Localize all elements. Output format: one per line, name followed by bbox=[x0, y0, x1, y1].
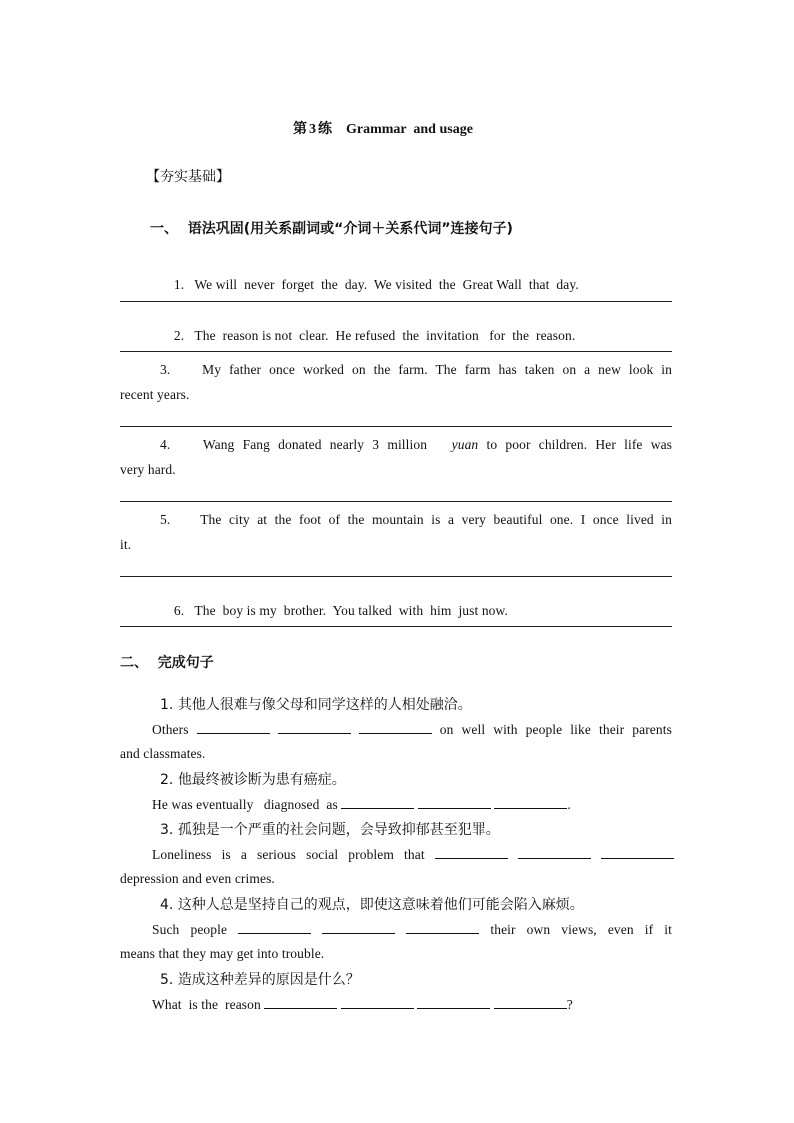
item-number: 3. bbox=[160, 822, 174, 838]
exercise-item-3-line2: recent years. bbox=[120, 387, 190, 402]
answer-line-5[interactable] bbox=[120, 576, 672, 577]
answer-blank[interactable] bbox=[238, 921, 311, 934]
answer-line-4[interactable] bbox=[120, 501, 672, 502]
english-text: Others bbox=[152, 722, 189, 737]
title-english: Grammar and usage bbox=[346, 122, 473, 137]
title-number: 3 bbox=[309, 122, 316, 137]
page-title bbox=[293, 118, 473, 138]
item-number: 1. bbox=[173, 277, 185, 292]
translation-item-3-english-line2: depression and even crimes. bbox=[120, 871, 275, 886]
item-number: 5. bbox=[160, 972, 174, 988]
answer-blank[interactable] bbox=[435, 846, 508, 859]
answer-blank[interactable] bbox=[601, 846, 674, 859]
answer-line-1[interactable] bbox=[120, 301, 672, 302]
exercise-item-5-line1 bbox=[160, 512, 672, 528]
answer-blank[interactable] bbox=[406, 921, 479, 934]
item-text: My father once worked on the farm. The farm has taken on a new look in bbox=[202, 362, 672, 377]
item-number: 5. bbox=[160, 512, 171, 527]
exercise-item-5-line2: it. bbox=[120, 537, 132, 552]
english-text: . bbox=[567, 797, 571, 812]
chinese-sentence: 其他人很难与像父母和同学这样的人相处融洽。 bbox=[177, 697, 472, 713]
translation-item-1-english bbox=[152, 721, 672, 738]
title-suffix: 练 bbox=[318, 122, 332, 137]
chinese-sentence: 这种人总是坚持自己的观点，即使这意味着他们可能会陷入麻烦。 bbox=[177, 897, 584, 913]
answer-blank[interactable] bbox=[278, 721, 351, 734]
english-text: What is the reason bbox=[152, 997, 261, 1012]
item-text: The boy is my brother. You talked with him just now. bbox=[194, 603, 508, 618]
item-text: We will never forget the day. We visited the Great Wall that day. bbox=[194, 277, 579, 292]
section-label: 【夯实基础】 bbox=[146, 169, 230, 185]
answer-blank[interactable] bbox=[322, 921, 395, 934]
translation-item-1-english-line2: and classmates. bbox=[120, 746, 206, 761]
answer-line-2[interactable] bbox=[120, 351, 672, 352]
answer-blank[interactable] bbox=[494, 796, 567, 809]
english-text: on well with people like their parents bbox=[439, 722, 672, 737]
exercise-item-4-line1 bbox=[160, 437, 672, 453]
answer-blank[interactable] bbox=[359, 721, 432, 734]
chinese-sentence: 造成这种差异的原因是什么？ bbox=[177, 972, 360, 988]
item-number: 1. bbox=[160, 697, 174, 713]
item-number: 4. bbox=[160, 897, 174, 913]
answer-blank[interactable] bbox=[341, 796, 414, 809]
exercise-item-4-line2: very hard. bbox=[120, 462, 176, 477]
item-text: The city at the foot of the mountain is a very beautiful one. I once lived in bbox=[200, 512, 673, 527]
item-text-italic: yuan bbox=[451, 437, 479, 452]
translation-item-1-chinese bbox=[160, 694, 472, 714]
answer-line-6[interactable] bbox=[120, 626, 672, 627]
answer-blank[interactable] bbox=[418, 796, 491, 809]
part2-heading: 二、 完成句子 bbox=[120, 655, 214, 671]
translation-item-3-chinese bbox=[160, 819, 500, 839]
item-number: 3. bbox=[160, 362, 171, 377]
chinese-sentence: 他最终被诊断为患有癌症。 bbox=[177, 772, 346, 788]
translation-item-3-english bbox=[152, 846, 674, 863]
exercise-item-3-line1 bbox=[160, 362, 672, 378]
translation-item-2-chinese bbox=[160, 769, 346, 789]
answer-blank[interactable] bbox=[341, 996, 414, 1009]
translation-item-4-chinese bbox=[160, 894, 584, 914]
item-text-post: to poor children. Her life was bbox=[486, 437, 673, 452]
answer-blank[interactable] bbox=[417, 996, 490, 1009]
translation-item-4-english-line2: means that they may get into trouble. bbox=[120, 946, 325, 961]
answer-blank[interactable] bbox=[518, 846, 591, 859]
exercise-item-2 bbox=[160, 312, 575, 360]
item-text: The reason is not clear. He refused the invitation for the reason. bbox=[194, 328, 576, 343]
translation-item-4-english bbox=[152, 921, 672, 938]
item-number: 6. bbox=[173, 603, 185, 618]
english-text: their own views, even if it bbox=[490, 922, 673, 937]
item-number: 2. bbox=[173, 328, 185, 343]
answer-blank[interactable] bbox=[494, 996, 567, 1009]
english-text: Such people bbox=[152, 922, 228, 937]
translation-item-2-english bbox=[152, 796, 571, 813]
english-text: He was eventually diagnosed as bbox=[152, 797, 338, 812]
exercise-item-6 bbox=[160, 587, 508, 635]
english-text: Loneliness is a serious social problem that bbox=[152, 847, 425, 862]
chinese-sentence: 孤独是一个严重的社会问题，会导致抑郁甚至犯罪。 bbox=[177, 822, 500, 838]
translation-item-5-chinese bbox=[160, 969, 360, 989]
english-text: ? bbox=[566, 997, 573, 1012]
item-number: 2. bbox=[160, 772, 174, 788]
translation-item-5-english bbox=[152, 996, 573, 1013]
item-text-pre: Wang Fang donated nearly 3 million bbox=[202, 437, 428, 452]
part1-heading: 一、 语法巩固(用关系副词或“介词＋关系代词”连接句子) bbox=[150, 221, 513, 237]
answer-blank[interactable] bbox=[197, 721, 270, 734]
title-prefix: 第 bbox=[293, 122, 307, 137]
item-number: 4. bbox=[160, 437, 171, 452]
answer-line-3[interactable] bbox=[120, 426, 672, 427]
answer-blank[interactable] bbox=[264, 996, 337, 1009]
